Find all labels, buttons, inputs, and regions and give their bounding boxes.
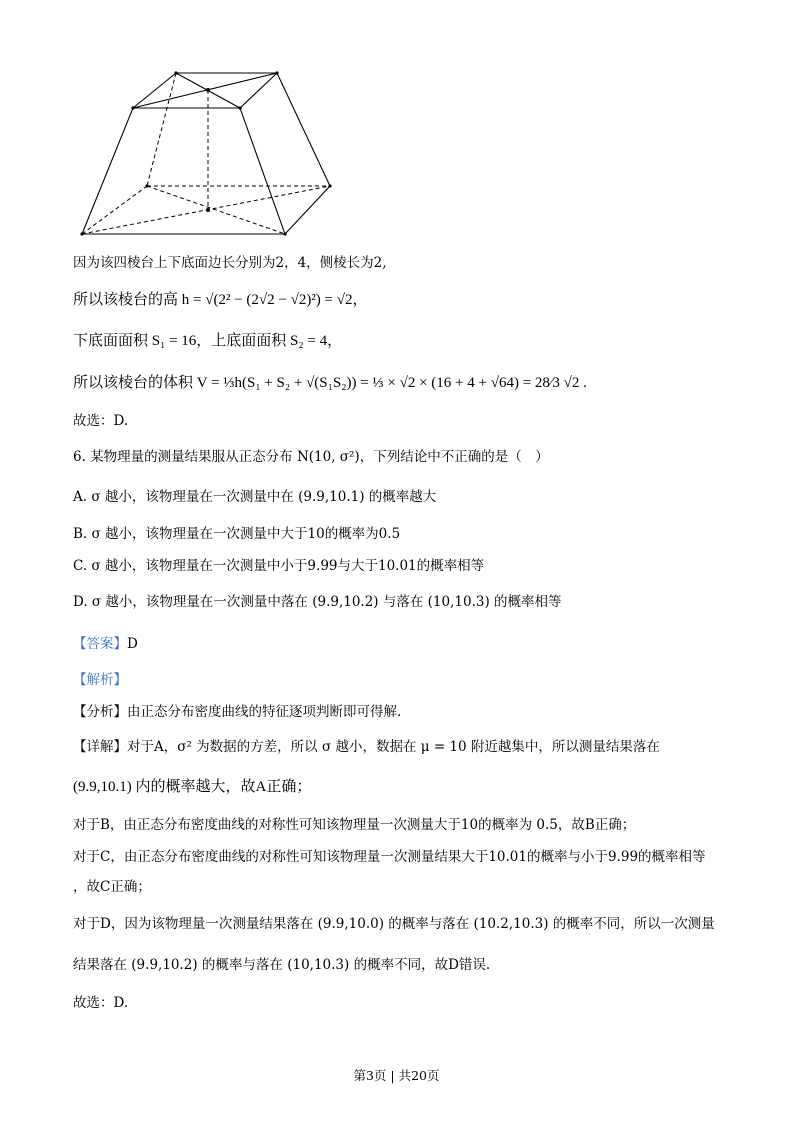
option-d: D. σ 越小，该物理量在一次测量中落在 (9.9,10.2) 与落在 (10,10.3) 的概率相等 (73, 594, 562, 610)
solution-line-1: 因为该四棱台上下底面边长分别为2，4，侧棱长为2, (73, 255, 387, 271)
top-edge-right (240, 73, 277, 108)
xiangjie-line-6: 对于D，因为该物理量一次测量结果落在 (9.9,10.0) 的概率与落在 (10.2,10.3) 的概率不同，所以一次测量 (73, 916, 715, 932)
analysis-tag: 【解析】 (73, 672, 127, 688)
question-stem: 6. 某物理量的测量结果服从正态分布 N(10, σ²)，下列结论中不正确的是（ ） (73, 449, 549, 465)
lateral-edge-back-right (277, 73, 330, 186)
page-footer: 第3页 | 共20页 (353, 1068, 440, 1083)
option-b: B. σ 越小，该物理量在一次测量中大于10的概率为0.5 (73, 526, 401, 542)
answer-value: D (127, 636, 138, 652)
answer-tag: 【答案】 (73, 636, 127, 652)
solution-line-volume: 所以该棱台的体积 V = ⅓h(S₁ + S₂ + √(S₁S₂)) = ⅓ × √2 × (16 + 4 + √64) = 28⁄3 √2 . (73, 375, 587, 391)
fenxi-tag: 【分析】 (73, 704, 127, 720)
xiangjie-line-2: (9.9,10.1) 内的概率越大，故A正确； (73, 779, 312, 795)
option-a: A. σ 越小，该物理量在一次测量中在 (9.9,10.1) 的概率越大 (73, 489, 437, 505)
lateral-edge-back-left-hidden (147, 73, 176, 186)
solution-line-choice: 故选：D. (73, 413, 129, 429)
bottom-diagonal-2 (147, 186, 285, 234)
xiangjie-line-8: 故选：D. (73, 995, 129, 1011)
answer-line (73, 634, 138, 654)
xiangjie-line-4: 对于C，由正态分布密度曲线的对称性可知该物理量一次测量结果大于10.01的概率与小于9.99的概率相等 (73, 849, 706, 865)
xiangjie-tag: 【详解】 (73, 739, 127, 755)
xiangjie-line-5: ，故C正确； (73, 879, 151, 895)
xiangjie-line-3: 对于B，由正态分布密度曲线的对称性可知该物理量一次测量大于10的概率为 0.5，故B正确； (73, 817, 636, 833)
fenxi-text: 由正态分布密度曲线的特征逐项判断即可得解. (127, 704, 402, 720)
lateral-edge-front-right (240, 108, 285, 234)
xiangjie-line-7: 结果落在 (9.9,10.2) 的概率与落在 (10,10.3) 的概率不同，故D错误. (73, 957, 491, 973)
fenxi-line (73, 702, 401, 722)
xiangjie-line-1 (73, 737, 660, 757)
bottom-center-point (206, 208, 210, 212)
solution-line-areas: 下底面面积 S₁ = 16，上底面面积 S₂ = 4， (73, 333, 343, 349)
xiangjie-text-1: 对于A，σ² 为数据的方差，所以 σ 越小，数据在 μ = 10 附近越集中，所以测量结果落在 (127, 739, 660, 755)
option-c: C. σ 越小，该物理量在一次测量中小于9.99与大于10.01的概率相等 (73, 558, 485, 574)
frustum-figure (70, 64, 350, 239)
top-center-point (206, 88, 210, 92)
solution-line-height: 所以该棱台的高 h = √(2² − (2√2 − √2)²) = √2， (73, 292, 368, 308)
